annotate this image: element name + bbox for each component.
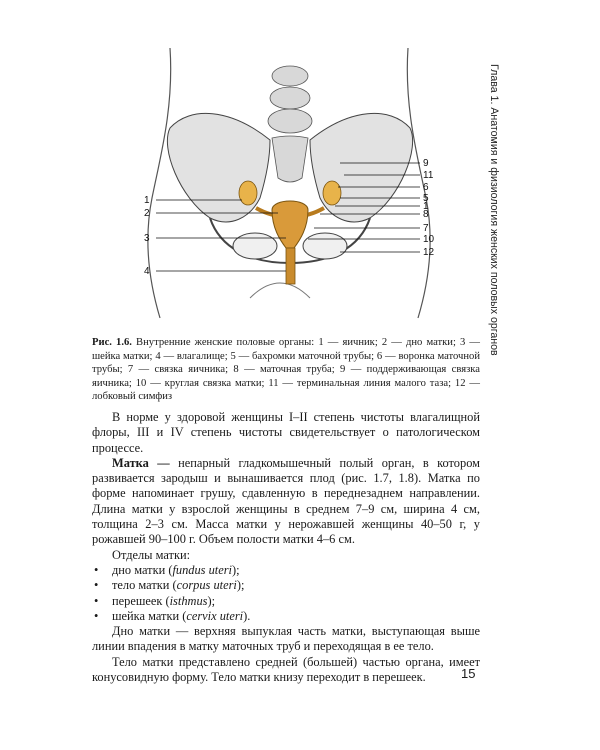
list-item: • шейка матки (cervix uteri). [94, 608, 251, 623]
running-head [486, 64, 502, 364]
figure-caption [92, 336, 480, 404]
uterus-sections-list [92, 563, 480, 624]
anatomy-figure [130, 48, 450, 328]
label-left-4: 4 [144, 266, 150, 277]
pelvis-illustration [130, 48, 450, 328]
page-number: 15 [461, 666, 476, 681]
label-left-3: 3 [144, 233, 150, 244]
list-intro: Отделы матки: [112, 547, 191, 562]
label-right-5: 5 [423, 193, 429, 204]
label-right-11: 11 [423, 170, 434, 181]
label-right-6: 6 [423, 182, 429, 193]
list-item: • перешеек (isthmus); [94, 593, 216, 608]
caption-number: Рис. 1.6. [92, 337, 132, 348]
body-text [92, 410, 480, 685]
label-right-9: 9 [423, 158, 429, 169]
paragraph: Дно матки — верхняя выпуклая часть матки, выступающая выше линии впадения в матку маточных труб и переходящая в ее тело. [92, 624, 480, 654]
label-right-12: 12 [423, 247, 435, 258]
paragraph: В норме у здоровой женщины I–II степень чистоты влагалищной флоры, III и IV степень чистоты свидетельствует о патологическом процессе. [92, 410, 480, 455]
running-head-text: Глава 1. Анатомия и физиология женских половых органов [488, 64, 500, 356]
caption-text: Внутренние женские половые органы: 1 — яичник; 2 — дно матки; 3 — шейка матки; 4 — влагалище; 5 — бахромки маточной трубы; 6 — воронка маточной трубы; 7 — связка яичника; 8 — маточная труба; 9 — поддерживающая связка яичника; 10 — круглая связка матки; 11 — терминальная линия малого таза; 12 — лобковый симфиз [92, 337, 480, 403]
list-item: • тело матки (corpus uteri); [94, 578, 245, 593]
label-right-8: 8 [423, 209, 429, 220]
label-left-2: 2 [144, 208, 150, 219]
label-right-1: 1 [423, 201, 429, 212]
label-left-1: 1 [144, 195, 150, 206]
label-right-7: 7 [423, 223, 429, 234]
paragraph: Тело матки представлено средней (большей) частью органа, имеет конусовидную форму. Тело матки книзу переходит в перешеек. [92, 654, 480, 685]
term-uterus: Матка — [112, 455, 170, 470]
label-right-10: 10 [423, 234, 435, 245]
list-item: • дно матки (fundus uteri); [94, 562, 240, 577]
paragraph: Матка — непарный гладкомышечный полый орган, в котором развивается зародыш и вынашивается плод (рис. 1.7, 1.8). Матка по форме напоминает грушу, сдавленную в переднезаднем направлении. Длина матки у взрослой женщины в среднем 7–9 см, ширина 4 см, толщина 2–3 см. Масса матки у нерожавшей женщины 40–50 г, у рожавшей 90–100 г. Объем полости матки 4–6 см. [92, 455, 481, 547]
